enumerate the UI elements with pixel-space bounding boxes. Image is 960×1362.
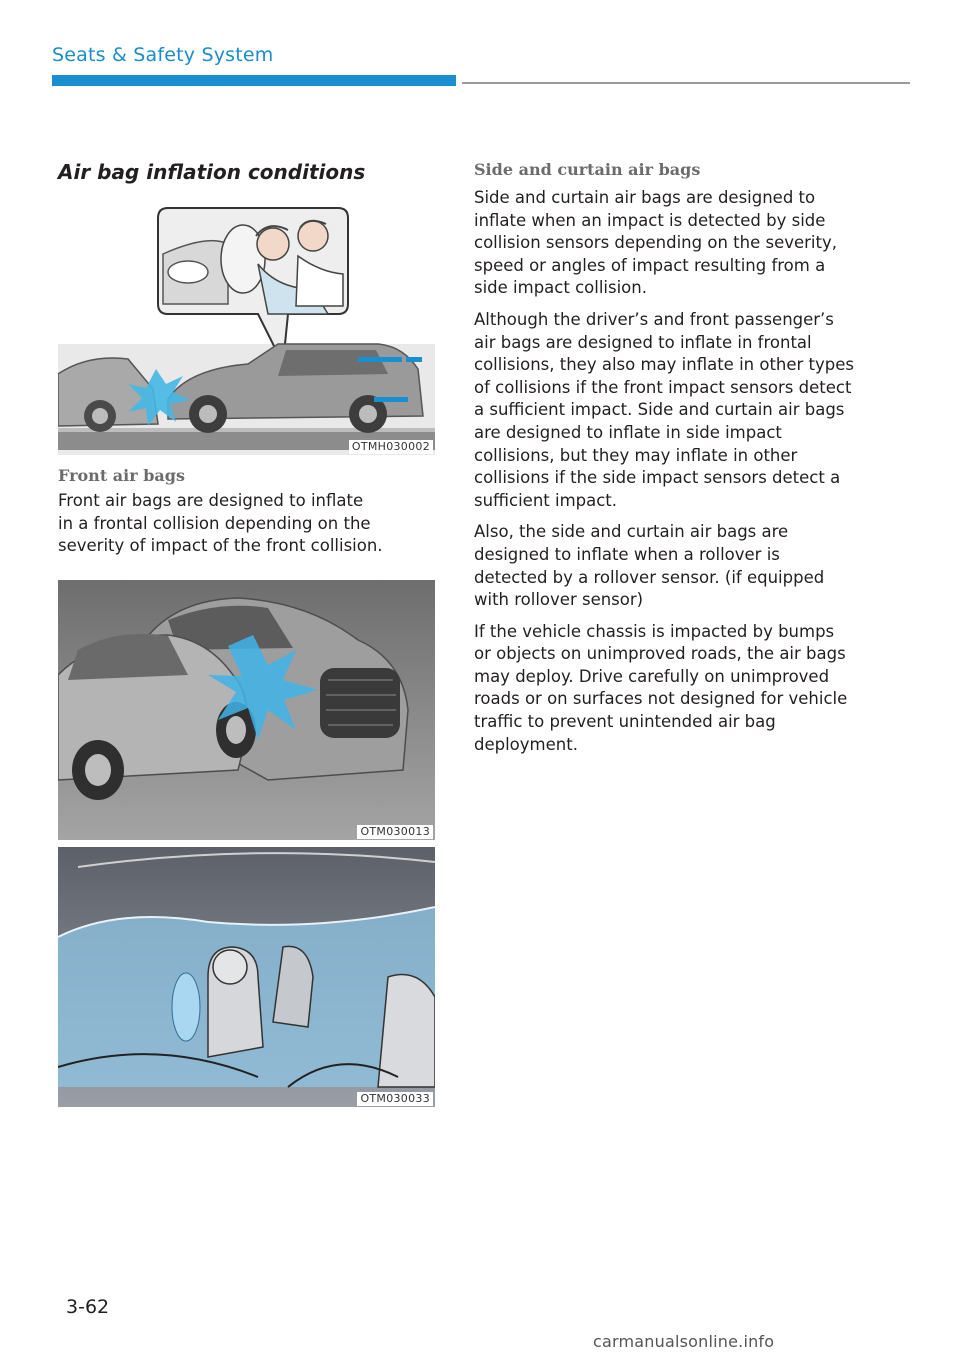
text-line: severity of impact of the front collision. (58, 536, 383, 556)
text-line: Front air bags are designed to inflate (58, 491, 364, 510)
front-airbags-text (58, 490, 438, 558)
paragraph: Side and curtain air bags are designed to inflate when an impact is detected by side collision sensors depending on the severity, speed or angles of impact resulting from a side impact collision. (474, 188, 837, 298)
car-collision-illustration (58, 580, 435, 840)
page-number: 3-62 (66, 1296, 110, 1318)
paragraph: Also, the side and curtain air bags are designed to inflate when a rollover is detected by a rollover sensor. (if equipped with rollover sensor) (474, 522, 825, 610)
side-airbags-section (474, 160, 854, 765)
side-airbags-heading: Side and curtain air bags (474, 160, 701, 179)
figure-car-collision (58, 580, 435, 840)
paragraph: If the vehicle chassis is impacted by bumps or objects on unimproved roads, the air bags may deploy. Drive carefully on unimproved roads or on surfaces not designed for vehicle traffic to prevent unintended air bag deployment. (474, 621, 848, 754)
front-airbags-heading: Front air bags (58, 466, 185, 485)
figure-code: OTMH030002 (349, 440, 433, 454)
section-title: Seats & Safety System (52, 44, 274, 66)
paragraph: Although the driver’s and front passenger’s air bags are designed to inflate in frontal collisions, they also may inflate in other types of collisions if the front impact sensors detect a sufficient impact. Side and curtain air bags are designed to inflate in side impact collisions, but they may inflate in other collisions if the side impact sensors detect a sufficient impact. (474, 309, 855, 510)
curtain-airbag-illustration (58, 847, 435, 1107)
figure-curtain-airbag (58, 847, 435, 1107)
header-rule-accent (52, 75, 456, 86)
figure-code: OTM030013 (357, 825, 433, 839)
main-heading: Air bag inflation conditions (58, 160, 366, 184)
frontal-collision-illustration (58, 194, 435, 455)
figure-code: OTM030033 (357, 1092, 433, 1106)
watermark: carmanualsonline.info (593, 1332, 775, 1351)
figure-frontal-collision (58, 194, 435, 455)
header-rule (462, 82, 910, 84)
text-line: in a frontal collision depending on the (58, 513, 371, 533)
